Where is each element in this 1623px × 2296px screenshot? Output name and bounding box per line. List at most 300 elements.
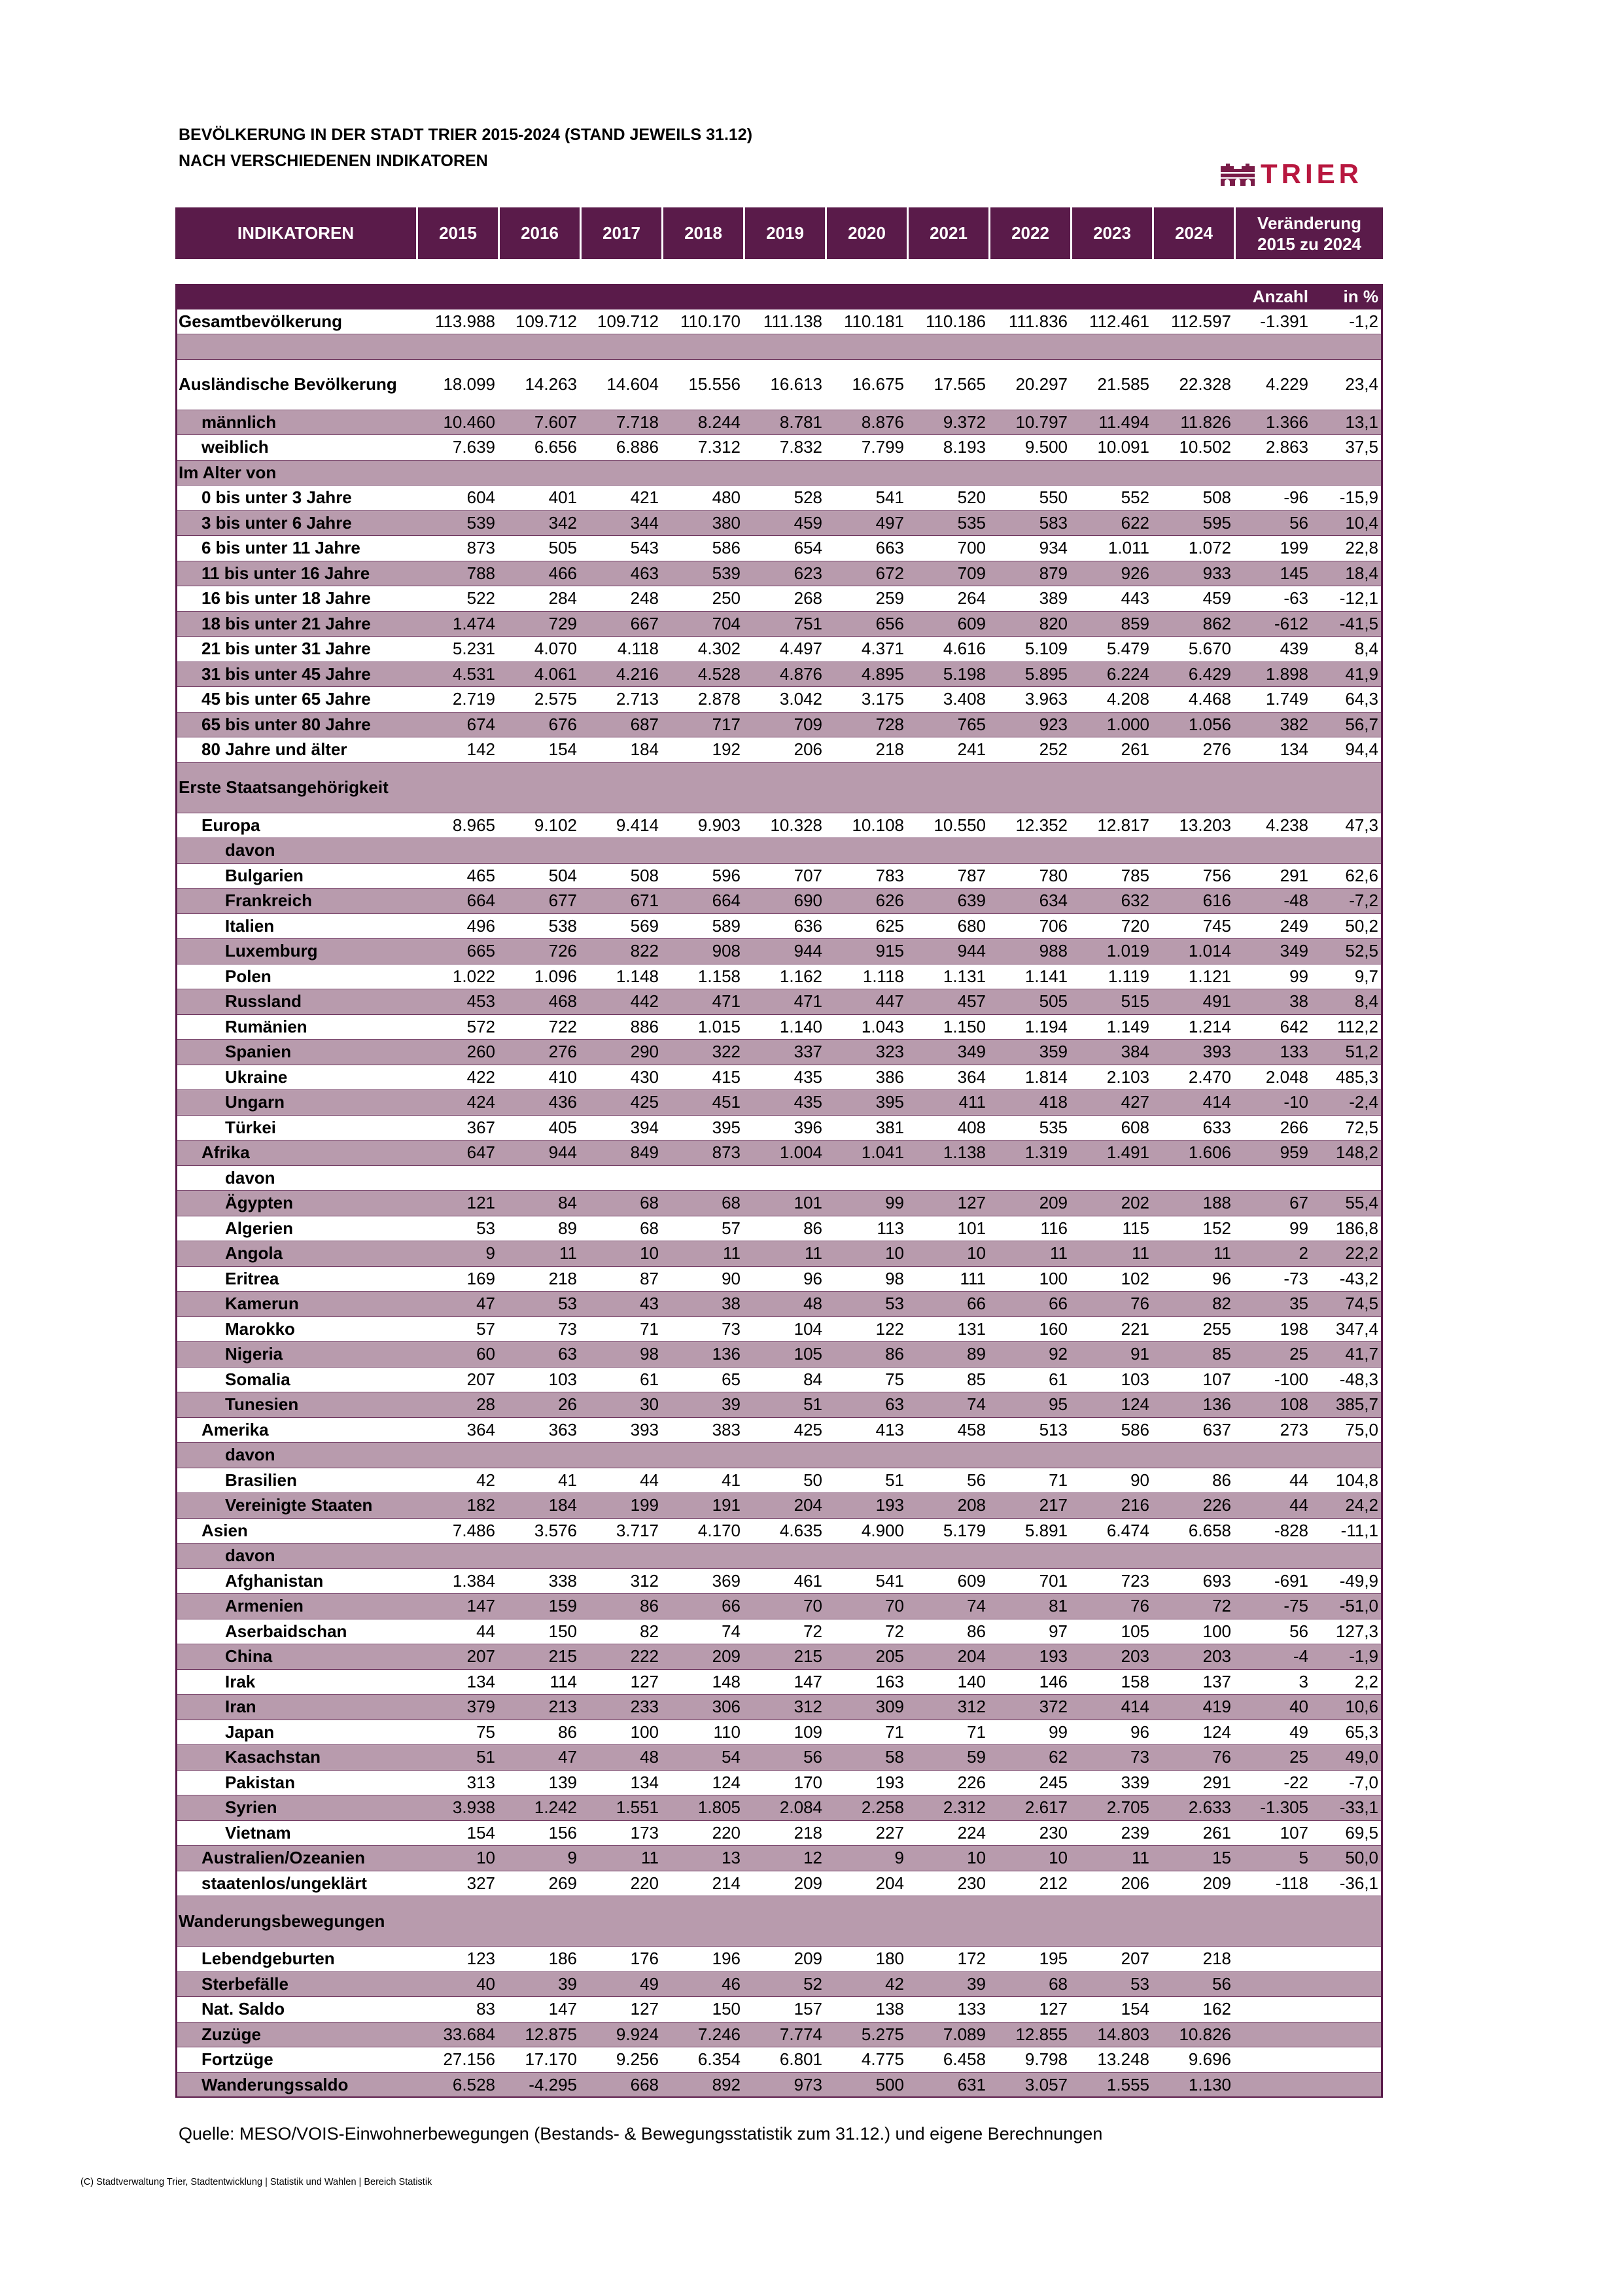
table-row	[175, 1871, 1383, 1897]
value-2018: 596	[712, 865, 741, 885]
value-2018: 148	[712, 1671, 741, 1691]
value-2023: 586	[1121, 1419, 1149, 1439]
value-2021: 457	[957, 991, 986, 1012]
value-2016: 401	[548, 487, 577, 508]
row-label: 11 bis unter 16 Jahre	[201, 563, 370, 583]
value-2015: 674	[466, 714, 495, 734]
value-2020: 42	[885, 1973, 904, 1994]
value-2015	[418, 1896, 500, 1946]
value-2015: 453	[466, 991, 495, 1012]
value-2023: 21.585	[1097, 374, 1149, 394]
value-2018: 191	[712, 1495, 741, 1515]
value-2024: 419	[1202, 1697, 1231, 1717]
value-2023	[1072, 1166, 1154, 1191]
table-row	[175, 763, 1383, 813]
value-2016: 726	[548, 941, 577, 961]
value-2021: 535	[957, 512, 986, 533]
year-header: 2023	[1072, 207, 1154, 259]
row-label: Nigeria	[225, 1344, 283, 1364]
value-2016: 729	[548, 613, 577, 633]
value-2017: 463	[630, 563, 659, 583]
value-2019: 8.781	[779, 412, 822, 432]
value-2019: 425	[794, 1419, 822, 1439]
value-2016: 3.576	[534, 1520, 577, 1540]
value-2022: 99	[1049, 1722, 1068, 1742]
value-2020: 259	[875, 588, 904, 609]
value-2018: 110.170	[680, 311, 741, 331]
value-2022: 923	[1039, 714, 1068, 734]
change-percent: -41,5	[1339, 613, 1378, 633]
table-row	[175, 1947, 1383, 1972]
value-2016: 676	[548, 714, 577, 734]
row-label: China	[225, 1646, 273, 1667]
value-2015: 7.639	[452, 437, 495, 457]
change-count: -22	[1283, 1772, 1308, 1792]
table-row	[175, 360, 1383, 410]
table-row	[175, 1140, 1383, 1166]
value-2024: 11.826	[1180, 412, 1231, 432]
value-2018: 4.302	[697, 639, 741, 659]
row-label: Algerien	[225, 1218, 294, 1238]
value-2017: 98	[640, 1344, 659, 1364]
value-2021: 1.131	[943, 966, 986, 986]
table-row	[175, 1846, 1383, 1871]
value-2023: 2.705	[1106, 1797, 1149, 1818]
value-2020: 4.775	[861, 2049, 904, 2070]
change-percent: -15,9	[1339, 487, 1378, 508]
value-2023: 76	[1130, 1596, 1149, 1616]
change-percent: 8,4	[1354, 639, 1378, 659]
value-2018	[663, 334, 745, 359]
change-count: 38	[1289, 991, 1308, 1012]
value-2024: 616	[1202, 891, 1231, 911]
value-2018: 110	[713, 1722, 741, 1742]
change-percent: 8,4	[1354, 991, 1378, 1012]
value-2019: 528	[794, 487, 822, 508]
row-label: 18 bis unter 21 Jahre	[201, 613, 371, 633]
row-label: 0 bis unter 3 Jahre	[201, 487, 352, 508]
change-count: 642	[1280, 1016, 1308, 1036]
value-2024: 459	[1202, 588, 1231, 609]
year-header: 2020	[827, 207, 909, 259]
value-2024: 85	[1212, 1344, 1231, 1364]
value-2017: 11	[641, 1848, 659, 1868]
value-2017: 6.886	[616, 437, 659, 457]
value-2017: 44	[640, 1470, 659, 1490]
value-2023: 1.011	[1108, 538, 1149, 558]
value-2015: 42	[476, 1470, 495, 1490]
value-2019: 1.140	[779, 1016, 822, 1036]
value-2018: 892	[712, 2074, 741, 2094]
change-count: 5	[1299, 1848, 1308, 1868]
value-2022: 100	[1039, 1268, 1068, 1288]
row-label: Marokko	[225, 1318, 295, 1339]
value-2017: 1.148	[616, 966, 659, 986]
value-2023: 239	[1121, 1822, 1149, 1843]
change-count: 35	[1289, 1294, 1308, 1314]
value-2018: 369	[712, 1570, 741, 1591]
change-count: -75	[1283, 1596, 1308, 1616]
change-percent: -11,1	[1340, 1520, 1378, 1540]
change-count: 349	[1280, 941, 1308, 961]
value-2015: 123	[466, 1949, 495, 1969]
value-2021	[909, 1544, 990, 1568]
value-2015: 9	[485, 1243, 495, 1263]
value-2015: 4.531	[452, 663, 495, 684]
value-2021: 140	[957, 1671, 986, 1691]
value-2015: 207	[466, 1369, 495, 1389]
value-2022: 81	[1049, 1596, 1068, 1616]
value-2018: 589	[712, 915, 741, 936]
table-row	[175, 1795, 1383, 1821]
value-2016	[500, 1443, 582, 1468]
value-2017: 394	[630, 1117, 659, 1137]
table-row	[175, 1317, 1383, 1343]
value-2024: 188	[1202, 1193, 1231, 1213]
value-2021: 226	[957, 1772, 986, 1792]
value-2023	[1072, 334, 1154, 359]
value-2019: 690	[794, 891, 822, 911]
value-2023: 1.491	[1106, 1142, 1149, 1163]
value-2023: 6.224	[1106, 663, 1149, 684]
value-2019: 435	[794, 1067, 822, 1087]
value-2016: 147	[548, 1999, 577, 2019]
value-2024: 595	[1202, 512, 1231, 533]
value-2018: 322	[712, 1042, 741, 1062]
value-2017: 220	[630, 1873, 659, 1893]
change-count: 291	[1280, 865, 1308, 885]
row-label: 6 bis unter 11 Jahre	[201, 538, 360, 558]
value-2022: 68	[1049, 1973, 1068, 1994]
value-2022: 879	[1039, 563, 1068, 583]
value-2023: 112.461	[1089, 311, 1149, 331]
value-2018: 66	[722, 1596, 741, 1616]
value-2023: 103	[1121, 1369, 1149, 1389]
value-2020: 541	[875, 1570, 904, 1591]
value-2021: 4.616	[943, 639, 986, 659]
value-2023: 1.555	[1106, 2074, 1149, 2094]
value-2018: 451	[712, 1092, 741, 1112]
value-2020: 497	[875, 512, 904, 533]
value-2016: 215	[548, 1646, 577, 1667]
value-2019: 96	[803, 1268, 822, 1288]
value-2022: 505	[1039, 991, 1068, 1012]
value-2019: 4.635	[779, 1520, 822, 1540]
change-percent: -12,1	[1339, 588, 1378, 609]
change-percent: 148,2	[1335, 1142, 1378, 1163]
value-2015: 182	[466, 1495, 495, 1515]
table-row	[175, 1267, 1383, 1292]
value-2016: 342	[548, 512, 577, 533]
value-2016: 89	[558, 1218, 577, 1238]
change-count: -1.391	[1260, 311, 1308, 331]
change-percent: 50,2	[1345, 915, 1378, 936]
value-2022	[990, 1896, 1072, 1946]
value-2016	[500, 461, 582, 486]
change-count: 199	[1280, 538, 1308, 558]
value-2021: 230	[957, 1873, 986, 1893]
value-2023: 53	[1130, 1973, 1149, 1994]
change-count	[1236, 461, 1313, 486]
value-2015: 1.022	[452, 966, 495, 986]
value-2020: 5.275	[861, 2024, 904, 2044]
value-2021	[909, 763, 990, 813]
value-2020: 53	[885, 1294, 904, 1314]
value-2021: 5.179	[943, 1520, 986, 1540]
value-2020: 500	[875, 2074, 904, 2094]
row-label: Pakistan	[225, 1772, 295, 1792]
value-2016: 6.656	[534, 437, 577, 457]
change-count: 2	[1299, 1243, 1308, 1263]
spacer-row	[175, 334, 1383, 360]
value-2024: 1.072	[1188, 538, 1231, 558]
value-2020: 323	[875, 1042, 904, 1062]
value-2024: 1.056	[1188, 714, 1231, 734]
value-2020: 58	[885, 1747, 904, 1767]
subheader-empty	[582, 284, 663, 309]
value-2022: 11	[1050, 1243, 1068, 1263]
value-2021: 609	[957, 613, 986, 633]
subheader-empty	[1072, 284, 1154, 309]
change-percent	[1313, 1972, 1383, 1997]
value-2024: 1.130	[1188, 2074, 1231, 2094]
change-percent: 64,3	[1345, 689, 1378, 709]
table-row	[175, 813, 1383, 839]
value-2020	[827, 461, 909, 486]
change-count: 108	[1280, 1394, 1308, 1415]
value-2017: 233	[630, 1697, 659, 1717]
value-2022: 20.297	[1015, 374, 1068, 394]
value-2022: 9.798	[1024, 2049, 1068, 2070]
value-2018: 383	[712, 1419, 741, 1439]
value-2020	[827, 1166, 909, 1191]
value-2020	[827, 1896, 909, 1946]
value-2018: 74	[722, 1621, 741, 1641]
row-label: Australien/Ozeanien	[201, 1848, 365, 1868]
value-2024	[1154, 1443, 1236, 1468]
value-2017: 68	[640, 1218, 659, 1238]
change-count: -691	[1274, 1570, 1308, 1591]
value-2015: 664	[466, 891, 495, 911]
value-2017: 3.717	[616, 1520, 659, 1540]
value-2018: 41	[722, 1470, 741, 1490]
value-2021: 6.458	[943, 2049, 986, 2070]
value-2015: 364	[466, 1419, 495, 1439]
value-2022: 62	[1049, 1747, 1068, 1767]
row-label: Bulgarien	[225, 865, 304, 885]
value-2015: 572	[466, 1016, 495, 1036]
row-label: Somalia	[225, 1369, 290, 1389]
change-percent: -36,1	[1339, 1873, 1378, 1893]
value-2020: 138	[875, 1999, 904, 2019]
subheader-empty	[827, 284, 909, 309]
value-2022: 230	[1039, 1822, 1068, 1843]
value-2017: 30	[640, 1394, 659, 1415]
value-2015: 1.474	[452, 613, 495, 633]
value-2017: 199	[630, 1495, 659, 1515]
value-2023: 384	[1121, 1042, 1149, 1062]
value-2023: 5.479	[1106, 639, 1149, 659]
value-2019: 48	[803, 1294, 822, 1314]
value-2016: 9.102	[534, 815, 577, 835]
change-count: -63	[1283, 588, 1308, 609]
value-2018: 209	[712, 1646, 741, 1667]
value-2016	[500, 1544, 582, 1568]
trier-logo	[1221, 158, 1363, 189]
value-2015: 10.460	[443, 412, 495, 432]
change-count: -118	[1275, 1873, 1308, 1893]
value-2019: 56	[803, 1747, 822, 1767]
change-count: 25	[1289, 1344, 1308, 1364]
data-table	[175, 284, 1383, 2098]
table-row	[175, 889, 1383, 914]
value-2024: 162	[1202, 1999, 1231, 2019]
value-2016: 53	[558, 1294, 577, 1314]
row-label: männlich	[201, 412, 277, 432]
row-label: 21 bis unter 31 Jahre	[201, 639, 371, 659]
value-2018	[663, 763, 745, 813]
value-2021: 89	[967, 1344, 986, 1364]
change-percent: 65,3	[1345, 1722, 1378, 1742]
value-2020: 1.118	[862, 966, 904, 986]
table-row	[175, 1972, 1383, 1998]
value-2021: 110.186	[925, 311, 986, 331]
row-label: Irak	[225, 1671, 256, 1691]
value-2023: 216	[1121, 1495, 1149, 1515]
value-2018: 4.170	[697, 1520, 741, 1540]
change-percent: 10,6	[1345, 1697, 1378, 1717]
copyright-note: (C) Stadtverwaltung Trier, Stadtentwicklung | Statistik und Wahlen | Bereich Statistik	[80, 2177, 432, 2187]
value-2022: 934	[1039, 538, 1068, 558]
row-label: Europa	[201, 815, 260, 835]
value-2021: 127	[957, 1193, 986, 1213]
value-2019: 206	[794, 739, 822, 760]
value-2021	[909, 461, 990, 486]
change-count	[1236, 1443, 1313, 1468]
row-label: Fortzüge	[201, 2049, 273, 2070]
value-2017: 671	[630, 891, 659, 911]
table-row	[175, 1493, 1383, 1519]
value-2017	[582, 1896, 663, 1946]
value-2024: 508	[1202, 487, 1231, 508]
value-2020: 180	[875, 1949, 904, 1969]
value-2021: 5.198	[943, 663, 986, 684]
value-2024: 1.121	[1188, 966, 1231, 986]
row-label: Angola	[225, 1243, 283, 1263]
value-2017: 849	[630, 1142, 659, 1163]
value-2021: 10.550	[934, 815, 986, 835]
value-2019: 1.162	[779, 966, 822, 986]
value-2016: 4.070	[534, 639, 577, 659]
change-percent	[1313, 2022, 1383, 2047]
value-2020: 218	[875, 739, 904, 760]
change-percent: 41,7	[1345, 1344, 1378, 1364]
value-2017: 173	[630, 1822, 659, 1843]
table-row	[175, 2073, 1383, 2098]
value-2020: 110.181	[843, 311, 904, 331]
value-2016: 103	[548, 1369, 577, 1389]
value-2015: 7.486	[452, 1520, 495, 1540]
value-2018: 395	[712, 1117, 741, 1137]
value-2015: 154	[466, 1822, 495, 1843]
value-2015: 6.528	[452, 2074, 495, 2094]
value-2021: 86	[967, 1621, 986, 1641]
value-2021: 639	[957, 891, 986, 911]
value-2023: 158	[1121, 1671, 1149, 1691]
value-2023: 76	[1130, 1294, 1149, 1314]
row-label: Gesamtbevölkerung	[179, 311, 342, 331]
value-2019: 157	[794, 1999, 822, 2019]
table-row	[175, 1015, 1383, 1040]
value-2021: 10	[967, 1243, 986, 1263]
table-row	[175, 1745, 1383, 1771]
value-2019: 636	[794, 915, 822, 936]
value-2022: 1.141	[1024, 966, 1068, 986]
change-percent	[1313, 838, 1383, 863]
change-count: 273	[1280, 1419, 1308, 1439]
value-2022: 92	[1049, 1344, 1068, 1364]
value-2015: 313	[466, 1772, 495, 1792]
value-2024: 6.429	[1188, 663, 1231, 684]
value-2021: 1.150	[943, 1016, 986, 1036]
value-2020: 783	[875, 865, 904, 885]
document-title: BEVÖLKERUNG IN DER STADT TRIER 2015-2024 (STAND JEWEILS 31.12)	[179, 126, 753, 144]
value-2015: 113.988	[434, 311, 495, 331]
value-2020: 4.371	[861, 639, 904, 659]
value-2021: 787	[957, 865, 986, 885]
value-2024: 13.203	[1179, 815, 1231, 835]
value-2017: 43	[640, 1294, 659, 1314]
value-2019	[745, 838, 827, 863]
change-count: 133	[1280, 1042, 1308, 1062]
value-2020: 1.041	[861, 1142, 904, 1163]
value-2024: 6.658	[1188, 1520, 1231, 1540]
subheader-empty	[745, 284, 827, 309]
change-count: 1.366	[1265, 412, 1308, 432]
value-2017: 9.414	[616, 815, 659, 835]
value-2023: 105	[1121, 1621, 1149, 1641]
value-2021: 74	[967, 1596, 986, 1616]
row-label: Amerika	[201, 1419, 269, 1439]
value-2023: 622	[1121, 512, 1149, 533]
change-count	[1236, 1997, 1313, 2022]
value-2016: 4.061	[534, 663, 577, 684]
value-2018: 65	[722, 1369, 741, 1389]
value-2019: 105	[794, 1344, 822, 1364]
value-2023: 11.494	[1098, 412, 1149, 432]
change-percent: 24,2	[1345, 1495, 1378, 1515]
value-2023: 202	[1121, 1193, 1149, 1213]
value-2015: 207	[466, 1646, 495, 1667]
value-2020: 193	[875, 1772, 904, 1792]
value-2023: 96	[1130, 1722, 1149, 1742]
value-2018: 11	[723, 1243, 741, 1263]
change-percent	[1313, 1947, 1383, 1971]
year-header: 2019	[745, 207, 827, 259]
value-2015: 465	[466, 865, 495, 885]
value-2020: 4.895	[861, 663, 904, 684]
value-2024: 1.014	[1188, 941, 1231, 961]
value-2020: 672	[875, 563, 904, 583]
value-2020: 3.175	[861, 689, 904, 709]
value-2016	[500, 334, 582, 359]
value-2024: 137	[1202, 1671, 1231, 1691]
value-2015: 134	[466, 1671, 495, 1691]
value-2019: 52	[803, 1973, 822, 1994]
value-2016: 504	[548, 865, 577, 885]
value-2016: 11	[559, 1243, 577, 1263]
column-header-indicators: INDIKATOREN	[175, 207, 418, 259]
